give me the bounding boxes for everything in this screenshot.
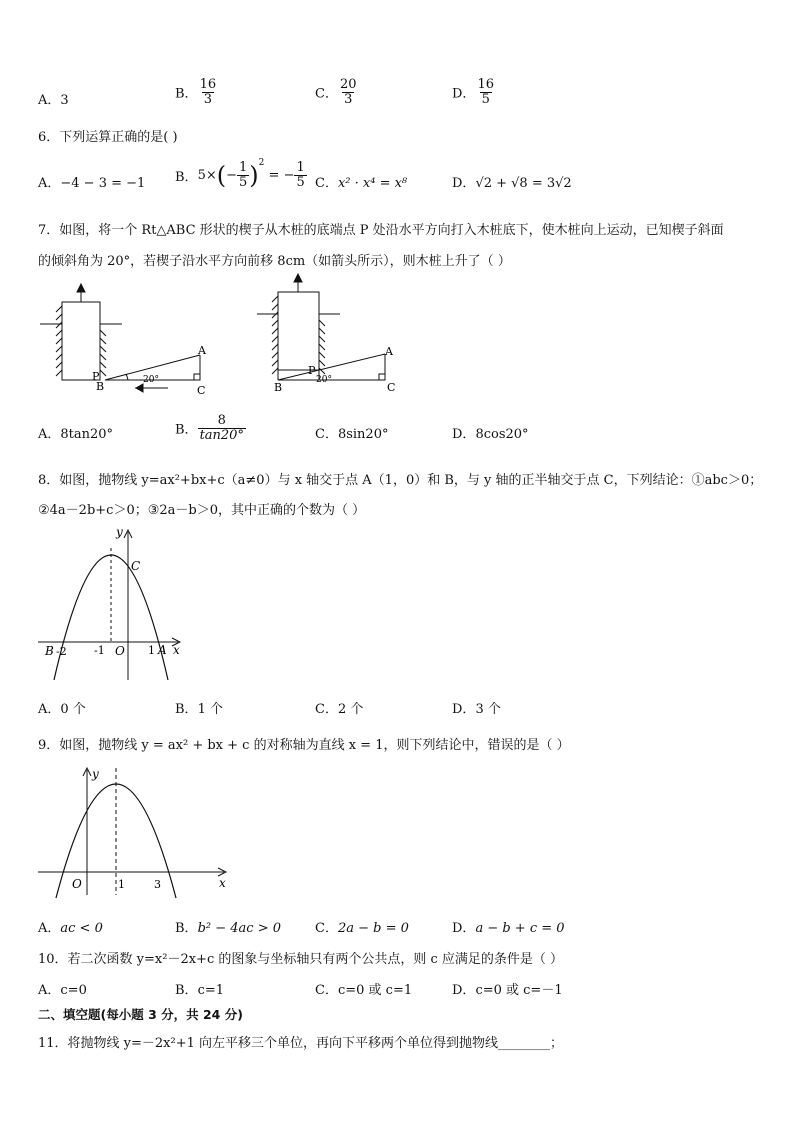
q8-label-x: x — [173, 643, 180, 657]
q7-figure-1 — [40, 284, 200, 392]
q7-option-c: C．8sin20° — [315, 427, 389, 442]
q9-stem: 9．如图，抛物线 y = ax² + bx + c 的对称轴为直线 x = 1，则下列结论中，错误的是（ ） — [38, 738, 570, 753]
q9-label-x: x — [219, 876, 226, 890]
q5-option-a: A．3 — [38, 93, 69, 108]
q10-option-a: A．c=0 — [38, 983, 87, 998]
q7-fig1-label-p: P — [92, 370, 100, 383]
q8-label-minus1: -1 — [94, 644, 105, 657]
q7-stem-line1: 7．如图，将一个 Rt△ABC 形状的楔子从木桩的底端点 P 处沿水平方向打入木桩底下，使木桩向上运动，已知楔子斜面 — [38, 223, 724, 238]
q9-graph — [30, 760, 240, 900]
q8-label-origin: O — [115, 644, 125, 658]
q8-label-minus2: -2 — [56, 645, 67, 658]
q7-fig2-label-p: P — [308, 364, 316, 377]
q7-figures — [0, 270, 794, 420]
q8-label-y: y — [116, 525, 123, 539]
q9-option-c: C．2a − b = 0 — [315, 921, 409, 936]
q7-fig1-label-a: A — [198, 344, 206, 357]
q8-label-1: 1 — [148, 644, 155, 657]
q9-label-3: 3 — [154, 878, 161, 891]
q5-option-d: D． $\frac{16}{5}$ — [452, 77, 494, 107]
q10-option-b: B．c=1 — [175, 983, 225, 998]
q5-option-c: C． $\frac{20}{3}$ — [315, 77, 357, 107]
q7-fig2-label-b: B — [274, 381, 283, 394]
q6-option-c: C．x² · x⁴ = x⁸ — [315, 176, 408, 191]
q7-fig1-label-b: B — [96, 380, 105, 393]
q9-option-d: D．a − b + c = 0 — [452, 921, 565, 936]
q7-fig2-label-c: C — [387, 381, 396, 394]
q8-option-d: D．3 个 — [452, 702, 501, 717]
q9-option-b: B．b² − 4ac > 0 — [175, 921, 281, 936]
q9-label-y: y — [92, 767, 99, 781]
q8-option-b: B．1 个 — [175, 702, 223, 717]
q10-option-d: D．c=0 或 c=－1 — [452, 983, 563, 998]
section-heading-fill-in: 二、填空题(每小题 3 分，共 24 分) — [38, 1007, 243, 1022]
q9-label-1: 1 — [118, 878, 125, 891]
q7-option-a: A．8tan20° — [38, 427, 114, 442]
q8-label-c: C — [131, 559, 141, 573]
q8-label-a: A — [158, 643, 167, 657]
q8-option-c: C．2 个 — [315, 702, 364, 717]
q7-figure-2 — [257, 274, 385, 380]
q9-label-origin: O — [72, 877, 82, 891]
q6-option-a: A．−4 − 3 = −1 — [38, 176, 146, 191]
q6-stem: 6．下列运算正确的是( ) — [38, 130, 178, 145]
q9-option-a: A．ac < 0 — [38, 921, 103, 936]
q8-stem-line2: ②4a－2b+c＞0；③2a－b＞0，其中正确的个数为（ ） — [38, 503, 366, 518]
q8-stem-line1: 8．如图，抛物线 y=ax²+bx+c（a≠0）与 x 轴交于点 A（1，0）和 B，与 y 轴的正半轴交于点 C，下列结论：①abc＞0； — [38, 473, 763, 488]
q10-stem: 10．若二次函数 y=x²－2x+c 的图象与坐标轴只有两个公共点，则 c 应满足的条件是（ ） — [38, 952, 564, 967]
q7-option-b: B． $\frac{8}{\tan 20^\circ}$ — [175, 413, 244, 443]
q7-fig2-angle: 20° — [316, 375, 332, 385]
q7-fig1-label-c: C — [197, 384, 206, 397]
q6-option-b: B．5×(− $\frac{1}{5}$ )$^2$ = − $\frac{1}{5}$ — [175, 158, 305, 190]
q8-graph — [30, 520, 200, 690]
q7-fig2-label-a: A — [385, 345, 393, 358]
q6-option-d: D．√2 + √8 = 3√2 — [452, 176, 572, 191]
q5-option-b: B． $\frac{16}{3}$ — [175, 77, 217, 107]
q11-stem: 11．将抛物线 y=－2x²+1 向左平移三个单位，再向下平移两个单位得到抛物线________； — [38, 1036, 564, 1051]
q8-label-b: B — [45, 644, 54, 658]
q7-fig1-angle: 20° — [143, 375, 159, 385]
q7-stem-line2: 的倾斜角为 20°，若楔子沿水平方向前移 8cm（如箭头所示），则木桩上升了（ ） — [38, 254, 511, 269]
q10-option-c: C．c=0 或 c=1 — [315, 983, 413, 998]
q8-option-a: A．0 个 — [38, 702, 86, 717]
q7-option-d: D．8cos20° — [452, 427, 529, 442]
